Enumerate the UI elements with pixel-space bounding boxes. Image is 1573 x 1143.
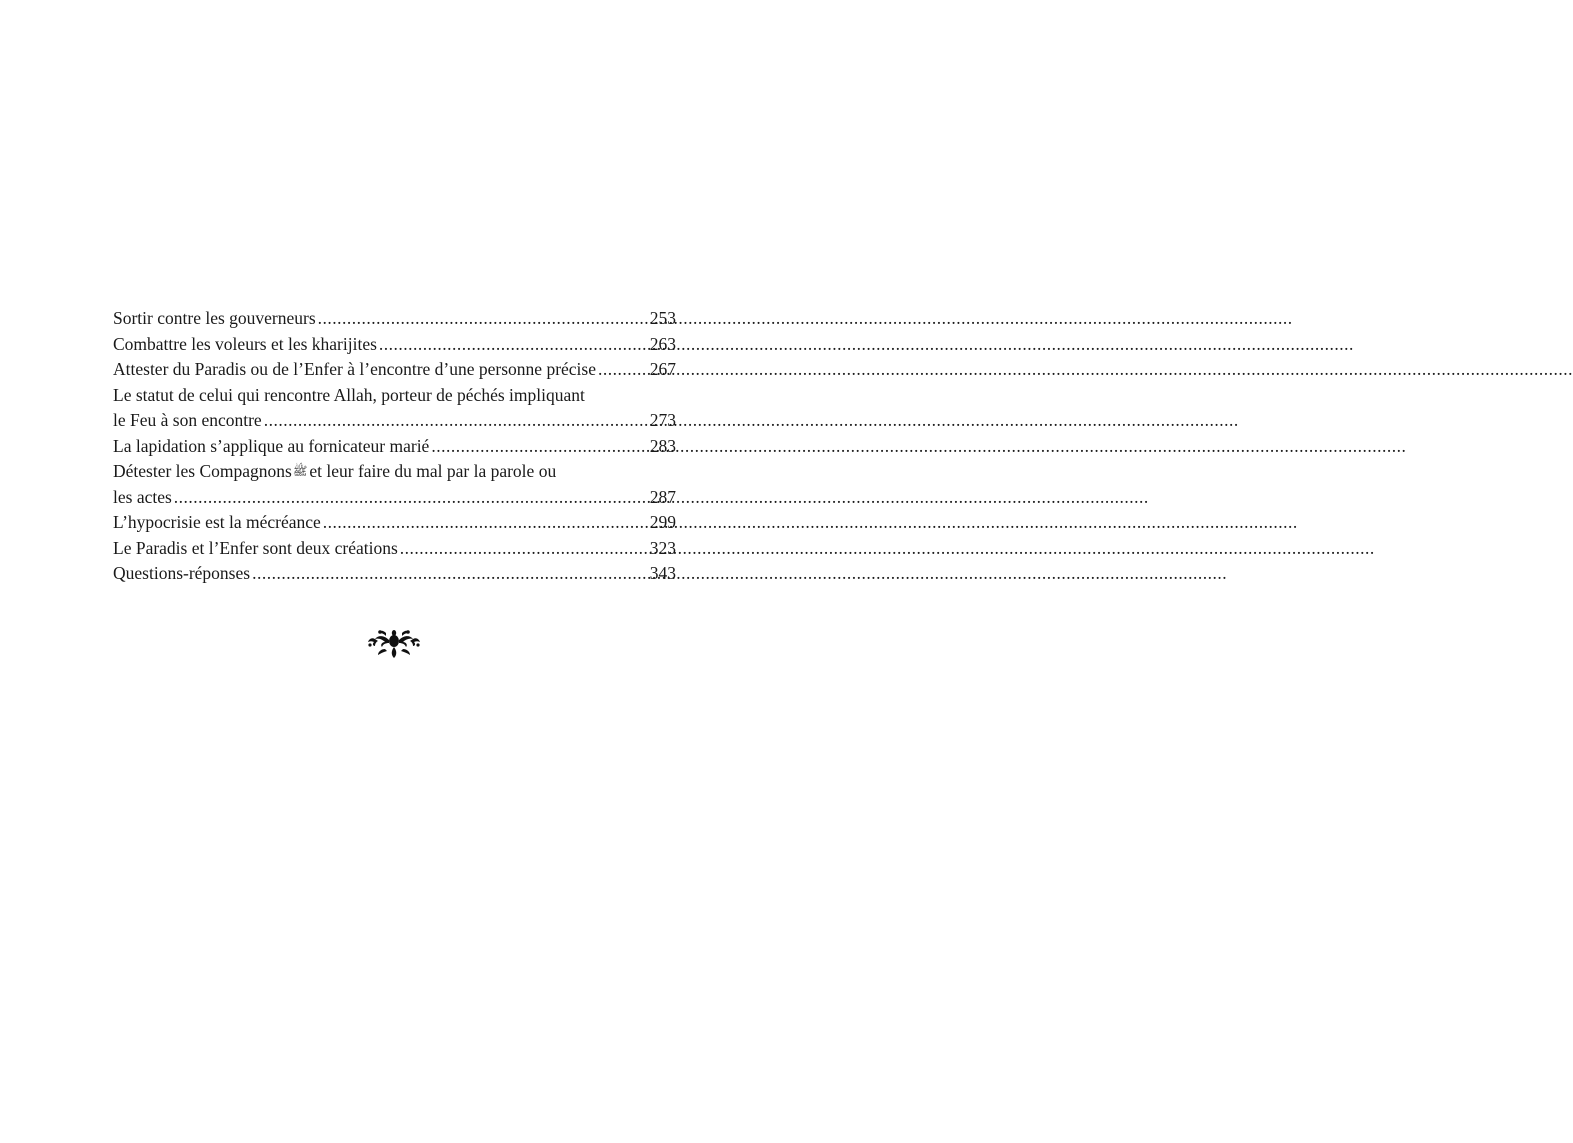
dot-leader xyxy=(252,561,646,587)
toc-entry-page: 253 xyxy=(649,308,676,328)
toc-entry-title-line2: les actes xyxy=(113,486,172,507)
dot-leader xyxy=(174,485,646,511)
toc-entry-page: 283 xyxy=(649,435,676,456)
toc-entry[interactable] xyxy=(113,434,676,460)
toc-entry-title: Le Paradis et l’Enfer sont deux créations xyxy=(113,537,398,558)
toc-entry-page: 273 xyxy=(649,410,676,430)
dot-leader xyxy=(323,510,646,536)
toc-entry-title-part-b: et leur faire du mal par la parole ou xyxy=(309,461,557,481)
toc-entry-title-line1: Le statut de celui qui rencontre Allah, porteur de péchés impliquant xyxy=(113,384,585,405)
toc-entry-page: 267 xyxy=(649,359,676,379)
toc-entry-title: Questions-réponses xyxy=(113,563,251,583)
toc-entry-title: Combattre les voleurs et les kharijites xyxy=(113,333,377,354)
toc-entry[interactable] xyxy=(113,357,676,383)
toc-entry-title-line2: le Feu à son encontre xyxy=(113,410,262,430)
toc-entry-page: 263 xyxy=(649,333,676,354)
toc-entry-title-part-a: Détester les Compagnons xyxy=(113,461,292,481)
toc-entry-title: Attester du Paradis ou de l’Enfer à l’encontre d’une personne précise xyxy=(113,359,597,379)
toc-entry-title: La lapidation s’applique au fornicateur marié xyxy=(113,435,430,456)
toc-entry-page: 299 xyxy=(649,512,676,532)
toc-entry-page: 323 xyxy=(649,537,676,558)
toc-entry[interactable] xyxy=(113,332,676,358)
toc-entry-title: Sortir contre les gouverneurs xyxy=(113,308,316,328)
dot-leader xyxy=(400,536,646,562)
dot-leader xyxy=(379,332,646,358)
toc-entry-page: 343 xyxy=(649,563,676,583)
toc-entry-page: 287 xyxy=(649,486,676,507)
toc-entry[interactable] xyxy=(113,561,676,587)
dot-leader xyxy=(431,434,645,460)
dot-leader xyxy=(318,306,646,332)
dot-leader xyxy=(264,408,646,434)
table-of-contents xyxy=(113,306,676,587)
toc-entry-title-line1 xyxy=(113,459,676,485)
toc-entry-title: L’hypocrisie est la mécréance xyxy=(113,512,321,532)
toc-entry[interactable] xyxy=(113,510,676,536)
dot-leader xyxy=(598,357,646,383)
honorific-symbol-icon: ﷺ xyxy=(292,464,308,478)
floral-ornament-icon xyxy=(366,627,422,659)
toc-entry[interactable] xyxy=(113,536,676,562)
toc-entry[interactable] xyxy=(113,306,676,332)
toc-entry[interactable] xyxy=(113,459,676,510)
toc-entry[interactable] xyxy=(113,383,676,434)
